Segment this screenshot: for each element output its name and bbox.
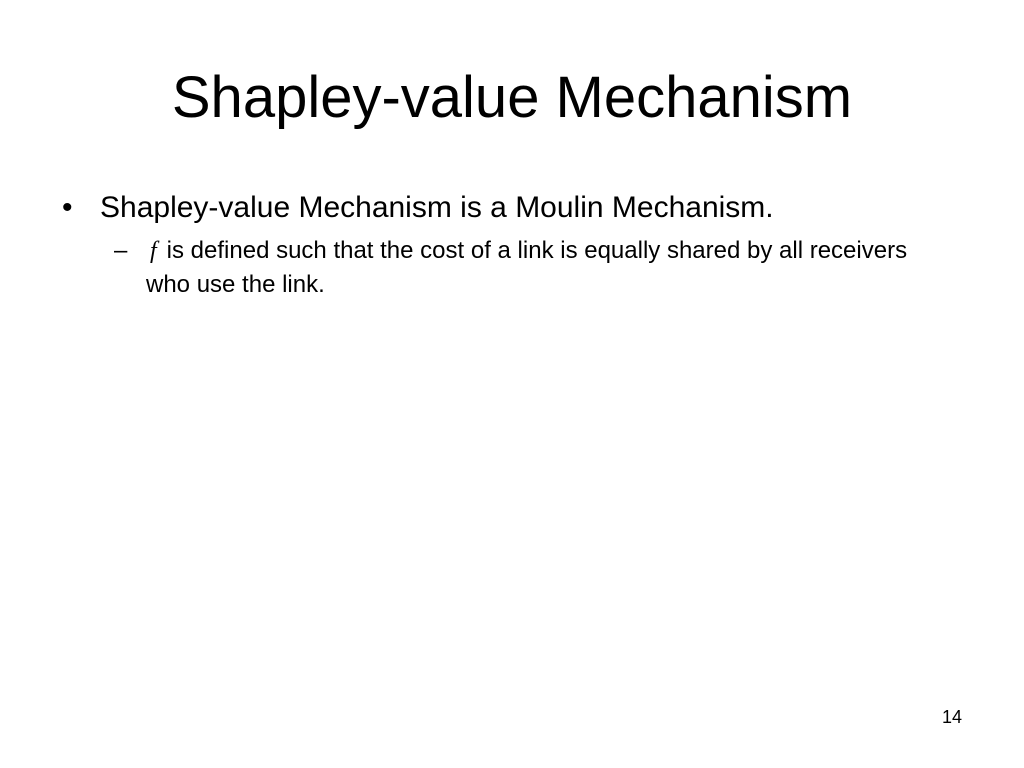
sub-bullet-content (146, 234, 944, 302)
sub-bullet-text: is defined such that the cost of a link is equally shared by all receivers who use the link. (146, 237, 908, 298)
bullet-text: Shapley-value Mechanism is a Moulin Mechanism. (100, 191, 774, 224)
bullet-item (62, 188, 962, 228)
sub-bullet-marker: – (114, 237, 128, 264)
sub-bullet-item (114, 234, 944, 302)
bullet-marker: • (62, 191, 73, 224)
slide-title: Shapley-value Mechanism (171, 65, 853, 130)
page-number: 14 (941, 707, 962, 727)
math-function-symbol: f (150, 238, 157, 264)
